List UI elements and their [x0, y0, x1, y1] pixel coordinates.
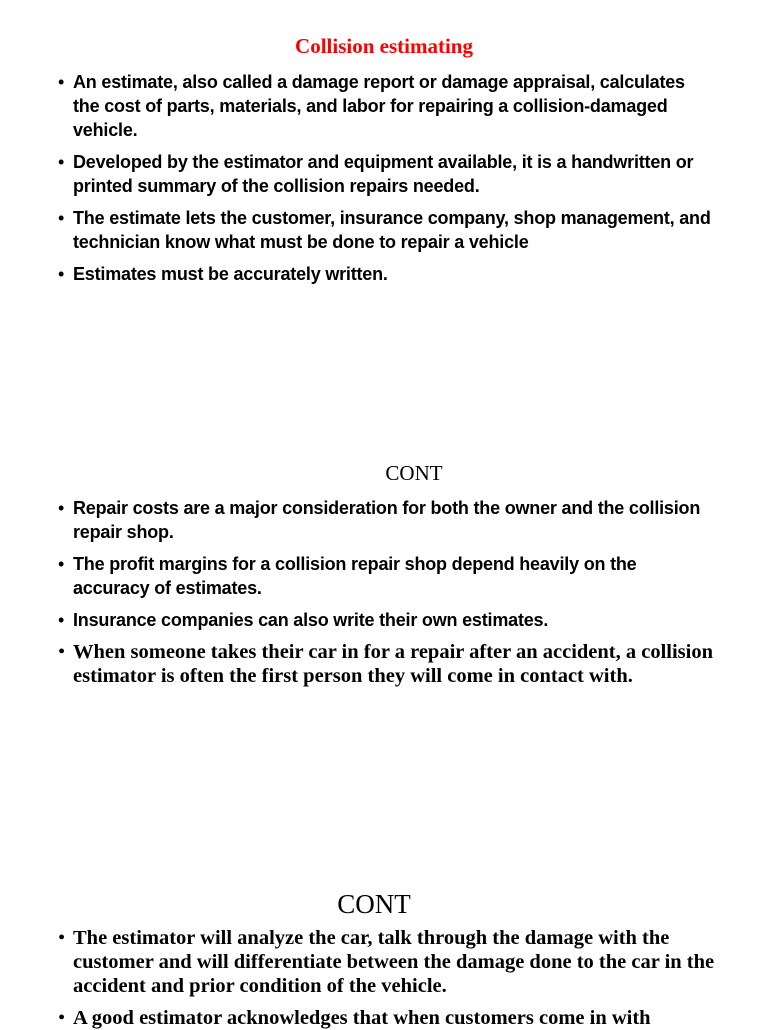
- section2-title: CONT: [385, 461, 443, 485]
- section2-bullet-2: • The profit margins for a collision repair shop depend heavily on the accuracy of estimates.: [55, 552, 715, 600]
- section3-bullet-1: • The estimator will analyze the car, talk through the damage with the customer and will differentiate between the damage done to the car in the accident and prior condition of the vehicle.: [55, 926, 715, 998]
- section2-bullet-3: • Insurance companies can also write their own estimates.: [55, 608, 715, 632]
- section1-bullet-3: • The estimate lets the customer, insurance company, shop management, and technician know what must be done to repair a vehicle: [55, 206, 715, 254]
- section3-bullet-list: [55, 926, 715, 1030]
- section1-bullet-list: [55, 70, 715, 286]
- section2-bullet-list: [55, 496, 715, 688]
- section1-title: Collision estimating: [295, 34, 473, 58]
- section3-bullet-2: • A good estimator acknowledges that when customers come in with: [55, 1006, 715, 1030]
- section2-bullet-1: • Repair costs are a major consideration for both the owner and the collision repair shop.: [55, 496, 715, 544]
- section1-bullet-4: • Estimates must be accurately written.: [55, 262, 715, 286]
- section1-bullet-1: • An estimate, also called a damage report or damage appraisal, calculates the cost of parts, materials, and labor for repairing a collision-damaged vehicle.: [55, 70, 715, 142]
- section1-bullet-2: • Developed by the estimator and equipment available, it is a handwritten or printed summary of the collision repairs needed.: [55, 150, 715, 198]
- section2-bullet-4: • When someone takes their car in for a repair after an accident, a collision estimator is often the first person they will come in contact with.: [55, 640, 715, 688]
- section3-title: CONT: [337, 889, 411, 919]
